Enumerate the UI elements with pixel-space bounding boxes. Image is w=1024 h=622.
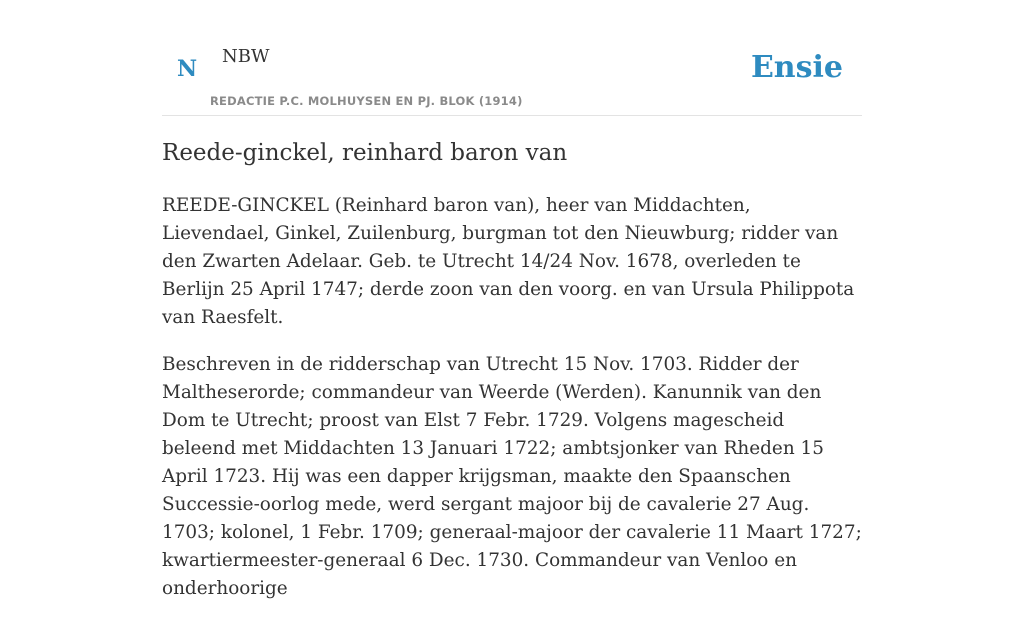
- page-container: [162, 0, 862, 599]
- article-paragraph: Beschreven in de ridderschap van Utrecht 15 Nov. 1703. Ridder der Maltheserorde; commandeur van Weerde (Werden). Kanunnik van den Dom te Utrecht; proost van Elst 7 Febr. 1729. Volgens magescheid beleend met Middachten 13 Januari 1722; ambtsjonker van Rheden 15 April 1723. Hij was een dapper krijgsman, maakte den Spaanschen Successie-oorlog mede, werd sergant majoor bij de cavalerie 27 Aug. 1703; kolonel, 1 Febr. 1709; generaal-majoor der cavalerie 11 Maart 1727; kwartiermeester-generaal 6 Dec. 1730. Commandeur van Venloo en onderhoorige: [162, 354, 862, 599]
- article-paragraph: REEDE-GINCKEL (Reinhard baron van), heer van Middachten, Lievendael, Ginkel, Zuilenburg, burgman tot den Nieuwburg; ridder van den Zwarten Adelaar. Geb. te Utrecht 14/24 Nov. 1678, overleden te Berlijn 25 April 1747; derde zoon van den voorg. en van Ursula Philippota van Raesfelt.: [162, 195, 855, 328]
- article-body: [162, 192, 862, 622]
- source-logo[interactable]: N: [177, 56, 198, 82]
- source-subtitle: REDACTIE P.C. MOLHUYSEN EN PJ. BLOK (1914): [210, 94, 523, 108]
- source-header: [162, 0, 862, 116]
- source-title[interactable]: NBW: [222, 46, 270, 67]
- brand-logo-link[interactable]: Ensie: [750, 50, 843, 85]
- article-title: Reede-ginckel, reinhard baron van: [162, 140, 568, 166]
